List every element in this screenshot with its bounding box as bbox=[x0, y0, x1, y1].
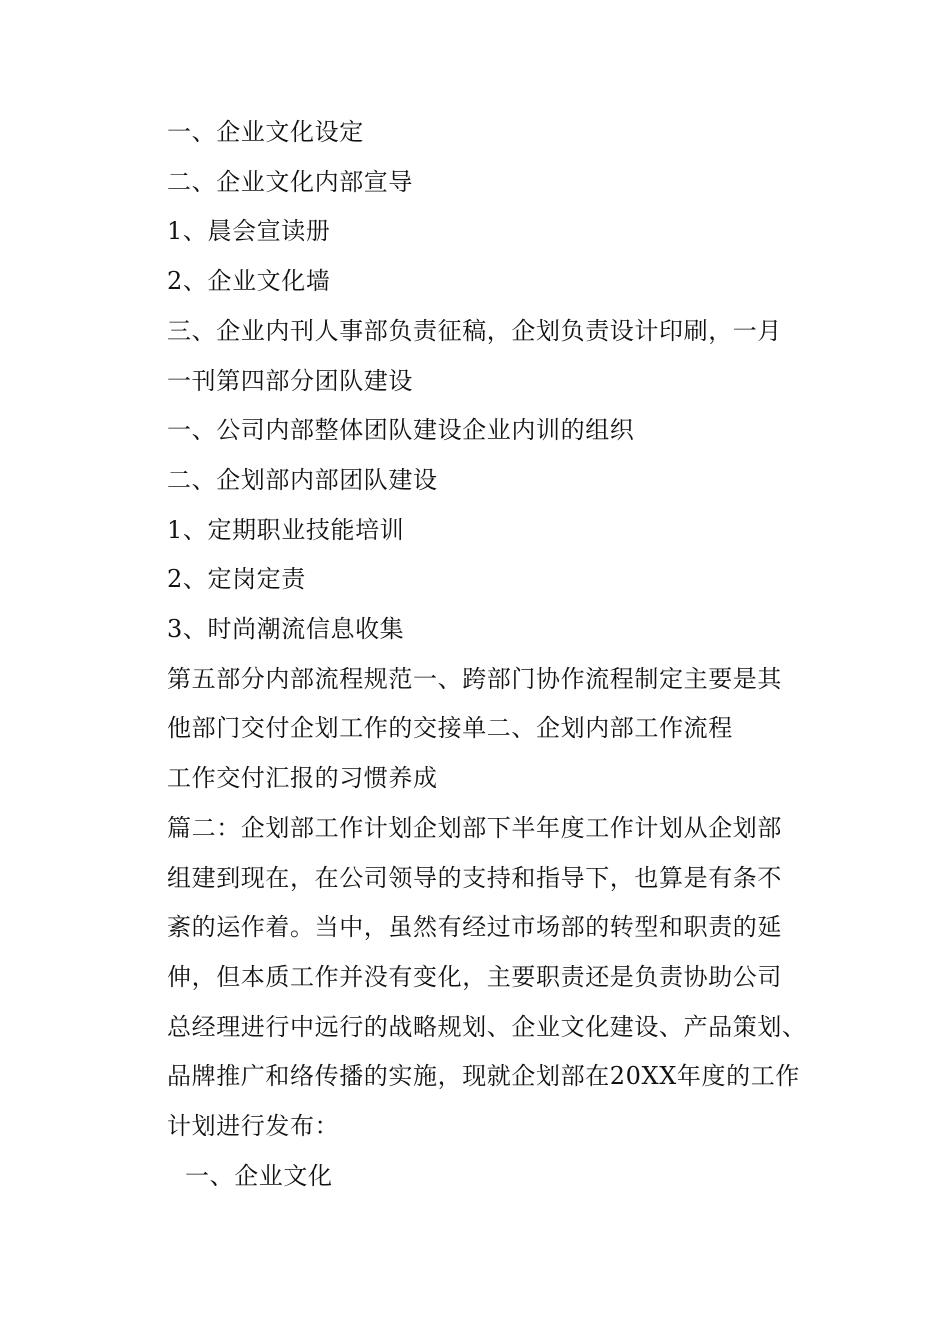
text-line: 一、企业文化设定 bbox=[167, 118, 364, 146]
text-line: 工作交付汇报的习惯养成 bbox=[167, 764, 438, 793]
text-line: 2、企业文化墙 bbox=[167, 267, 331, 296]
text-line: 三、企业内刊人事部负责征稿，企划负责设计印刷，一月 bbox=[167, 316, 782, 345]
text-line: 品牌推广和络传播的实施，现就企划部在20XX年度的工作 bbox=[167, 1062, 800, 1091]
text-line: 二、企业文化内部宣导 bbox=[167, 167, 413, 196]
text-line: 2、定岗定责 bbox=[167, 565, 306, 594]
text-line: 3、时尚潮流信息收集 bbox=[167, 615, 405, 644]
text-line: 伸，但本质工作并没有变化，主要职责还是负责协助公司 bbox=[167, 962, 782, 991]
document-body bbox=[167, 108, 827, 1201]
text-line: 一刊第四部分团队建设 bbox=[167, 366, 413, 395]
text-line: 总经理进行中远行的战略规划、企业文化建设、产品策划、 bbox=[167, 1012, 807, 1041]
text-line: 计划进行发布： bbox=[167, 1112, 340, 1141]
text-line: 1、定期职业技能培训 bbox=[167, 515, 405, 544]
text-line: 第五部分内部流程规范一、跨部门协作流程制定主要是其 bbox=[167, 664, 782, 693]
text-line: 1、晨会宣读册 bbox=[167, 217, 331, 246]
text-line: 一、公司内部整体团队建设企业内训的组织 bbox=[167, 416, 635, 445]
text-line: 组建到现在，在公司领导的支持和指导下，也算是有条不 bbox=[167, 863, 782, 892]
text-line: 他部门交付企划工作的交接单二、企划内部工作流程 bbox=[167, 714, 733, 743]
text-line: 二、企划部内部团队建设 bbox=[167, 465, 438, 494]
text-line: 篇二：企划部工作计划企划部下半年度工作计划从企划部 bbox=[167, 813, 782, 842]
text-line: 紊的运作着。当中，虽然有经过市场部的转型和职责的延 bbox=[167, 913, 782, 942]
section-heading: 一、企业文化 bbox=[185, 1161, 333, 1190]
